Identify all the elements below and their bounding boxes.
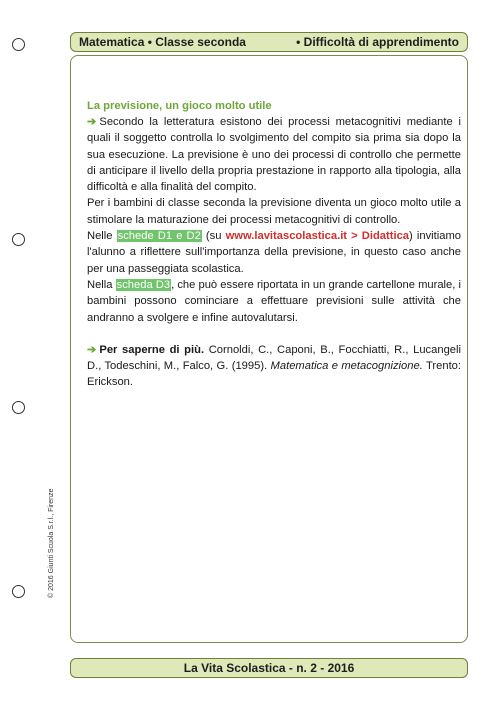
copyright-text: © 2016 Giunti Scuola S.r.l., Firenze [48,488,55,598]
paragraph-intro: ➔ Secondo la letteratura esistono dei processi metacognitivi mediante i quali il soggetto controlla lo svolgimento del compito sia prima sia dopo la sua esecuzione. La previsione è uno dei processi di controllo che permette di anticipare il livello della propria prestazione in rapporto alla tipologia, alla difficoltà e alla finalità del compito. [87,116,461,194]
binder-hole [12,585,25,598]
scheda-d3-link[interactable]: scheda D3 [116,278,171,291]
header-topic: • Difficoltà di apprendimento [296,35,459,49]
arrow-right-icon: ➔ [87,116,97,128]
binder-hole [12,38,25,51]
arrow-right-icon: ➔ [87,343,97,356]
paragraph-second-grade: Per i bambini di classe seconda la previsione diventa un gioco molto utile a stimolare la maturazione dei processi metacognitivi di controllo. [87,197,461,226]
book-title: Matematica e metacognizione. [270,360,423,373]
reference: ➔ Per saperne di più. Cornoldi, C., Caponi, B., Focchiatti, R., Lucangeli D., Todeschini, M., Falco, G. (1995). Matematica e metacognizione. Trento: Erickson. [87,343,462,389]
article-body [87,98,461,391]
header-subject: Matematica • Classe seconda [79,35,246,49]
page-header [70,32,468,52]
paragraph-schede: Nelle schede D1 e D2 (su www.lavitascolastica.it > Didattica) invitiamo l'alunno a riflettere sull'importanza della previsione, in questo caso anche per una passeggiata scolastica. [87,230,462,275]
paragraph-scheda-d3: Nella scheda D3, che può essere riportata in un grande cartellone murale, i bambini possono cominciare a effettuare previsioni sulle attività che andranno a svolgere e infine autovalutarsi. [87,278,461,324]
reference-lead: Per saperne di più. [99,343,205,356]
footer-text: La Vita Scolastica - n. 2 - 2016 [183,661,355,675]
binder-hole [12,233,25,246]
binder-hole [12,401,25,414]
article-title: La previsione, un gioco molto utile [87,100,272,112]
website-link[interactable]: www.lavitascolastica.it > Didattica [225,230,410,243]
page-footer [70,658,468,678]
schede-d1-d2-link[interactable]: schede D1 e D2 [117,230,201,243]
